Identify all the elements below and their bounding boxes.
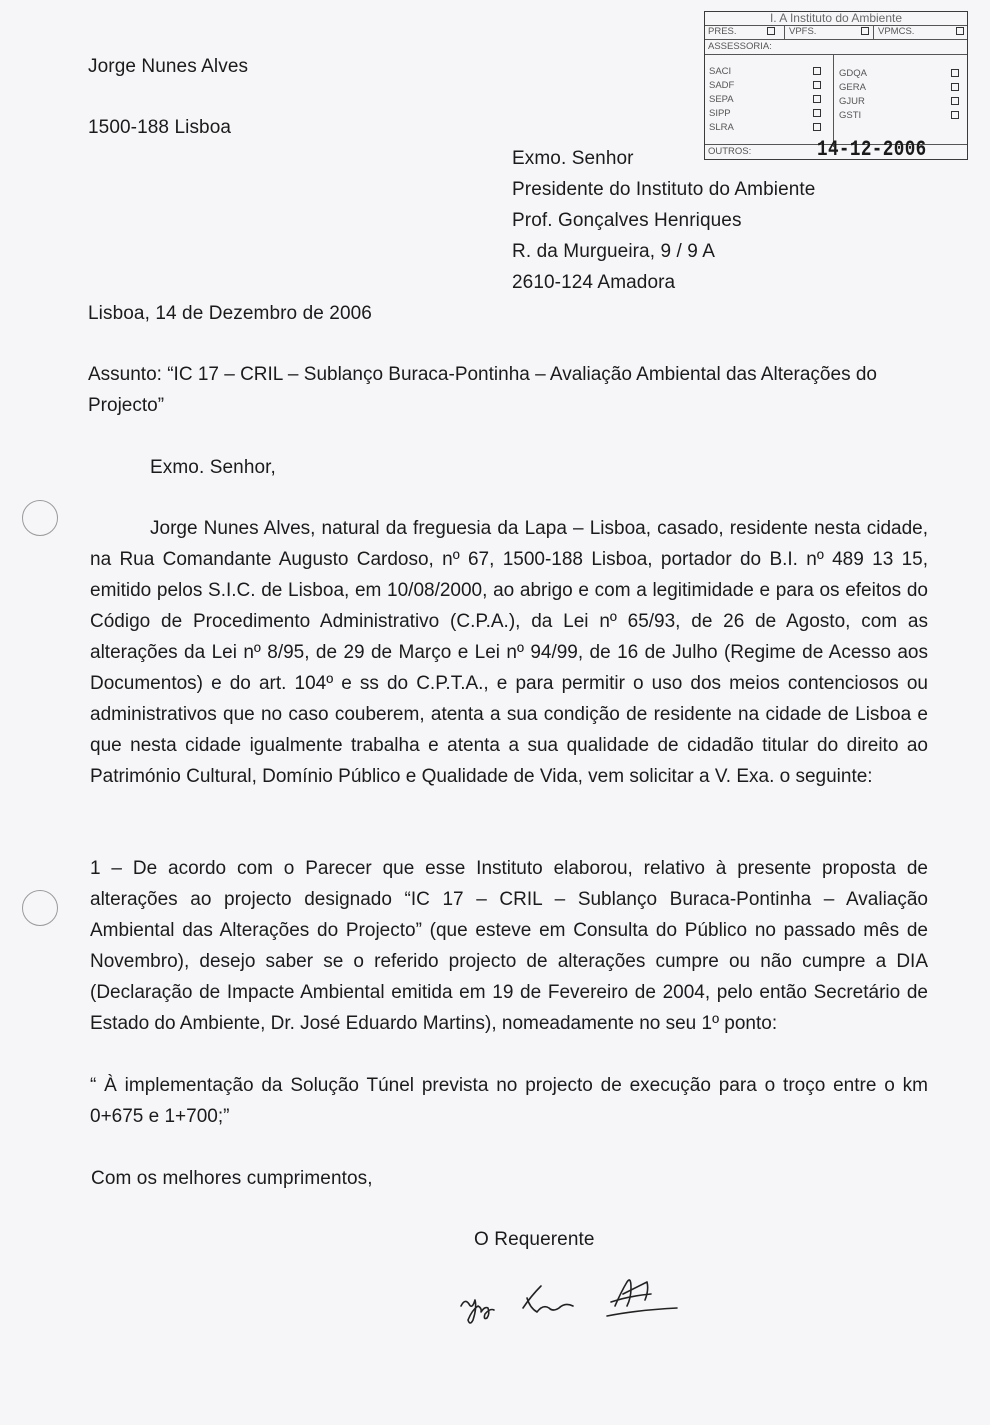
- stamp-unit: SACI: [709, 66, 732, 77]
- checkbox-icon: [861, 27, 869, 35]
- stamp-unit: GSTI: [839, 110, 862, 121]
- checkbox-icon: [813, 123, 821, 131]
- stamp-unit: GDQA: [839, 68, 867, 79]
- checkbox-icon: [813, 109, 821, 117]
- stamp-advisory-label: ASSESSORIA:: [708, 41, 772, 52]
- stamp-top-row: [705, 25, 967, 40]
- stamp-unit: SLRA: [709, 122, 734, 133]
- stamp-unit: GERA: [839, 82, 866, 93]
- stamp-date: 14-12-2006: [817, 137, 927, 162]
- punch-hole: [22, 500, 58, 536]
- checkbox-icon: [813, 67, 821, 75]
- reception-stamp: [704, 11, 968, 160]
- recipient-title: Presidente do Instituto do Ambiente: [512, 179, 816, 200]
- stamp-unit: GJUR: [839, 96, 865, 107]
- sender-postal: 1500-188 Lisboa: [88, 117, 232, 138]
- checkbox-icon: [813, 81, 821, 89]
- stamp-pres: PRES.: [708, 26, 737, 37]
- recipient-street: R. da Murgueira, 9 / 9 A: [512, 241, 716, 262]
- stamp-vpfs: VPFS.: [789, 26, 817, 37]
- checkbox-icon: [767, 27, 775, 35]
- stamp-left-checkboxes: [813, 65, 821, 135]
- stamp-right-checkboxes: [951, 67, 959, 123]
- recipient-salutation: Exmo. Senhor: [512, 148, 634, 169]
- sender-name: Jorge Nunes Alves: [88, 56, 249, 77]
- request-point-1: 1 – De acordo com o Parecer que esse Instituto elaborou, relativo à presente proposta de alterações ao projecto designado “IC 17 – CRIL – Sublanço Buraca-Pontinha – Avaliação Ambiental das Alterações do Projecto” (que esteve em Consulta do Público no passado mês de Novembro), desejo saber se o referido projecto de alterações cumpre ou não cumpre a DIA (Declaração de Impacte Ambiental emitida em 19 de Fevereiro de 2004, pelo então Secretário de Estado do Ambiente, Dr. José Eduardo Martins), nomeadamente no seu 1º ponto:: [90, 858, 928, 1034]
- stamp-right-units: [839, 67, 867, 123]
- dia-quote: “ À implementação da Solução Túnel prevista no projecto de execução para o troço entre o km 0+675 e 1+700;”: [90, 1075, 928, 1127]
- stamp-left-units: [709, 65, 734, 135]
- signatory-role: O Requerente: [474, 1229, 595, 1250]
- subject-line: Assunto: “IC 17 – CRIL – Sublanço Buraca-Pontinha – Avaliação Ambiental das Alterações do Projecto”: [88, 364, 877, 416]
- greeting: Exmo. Senhor,: [150, 457, 276, 478]
- checkbox-icon: [951, 69, 959, 77]
- closing: Com os melhores cumprimentos,: [91, 1168, 373, 1189]
- checkbox-icon: [951, 111, 959, 119]
- stamp-vpmcs: VPMCS.: [878, 26, 915, 37]
- signature: [455, 1272, 700, 1332]
- stamp-unit: SIPP: [709, 108, 731, 119]
- place-date: Lisboa, 14 de Dezembro de 2006: [88, 303, 372, 324]
- checkbox-icon: [951, 97, 959, 105]
- stamp-advisory-row: [705, 39, 967, 55]
- stamp-unit: SEPA: [709, 94, 734, 105]
- checkbox-icon: [951, 83, 959, 91]
- punch-hole: [22, 890, 58, 926]
- stamp-unit: SADF: [709, 80, 735, 91]
- stamp-others-label: OUTROS:: [708, 146, 752, 157]
- recipient-postal: 2610-124 Amadora: [512, 272, 676, 293]
- checkbox-icon: [956, 27, 964, 35]
- stamp-header: I. A Instituto do Ambiente: [705, 12, 967, 26]
- checkbox-icon: [813, 95, 821, 103]
- body-paragraph: Jorge Nunes Alves, natural da freguesia da Lapa – Lisboa, casado, residente nesta cidade, na Rua Comandante Augusto Cardoso, nº 67, 1500-188 Lisboa, portador do B.I. nº 489 13 15, emitido pelos S.I.C. de Lisboa, em 10/08/2000, ao abrigo e com a legitimidade e para os efeitos do Código de Procedimento Administrativo (C.P.A.), da Lei nº 65/93, de 26 de Agosto, com as alterações da Lei nº 8/95, de 29 de Março e Lei nº 94/99, de 16 de Julho (Regime de Acesso aos Documentos) e do art. 104º e ss do C.P.T.A., e para permitir o uso dos meios contenciosos ou administrativos que no caso couberem, atenta a sua condição de residente na cidade de Lisboa e que nesta cidade igualmente trabalha e atenta a sua qualidade de cidadão titular do direito ao Património Cultural, Domínio Público e Qualidade de Vida, vem solicitar a V. Exa. o seguinte:: [90, 518, 928, 787]
- recipient-name: Prof. Gonçalves Henriques: [512, 210, 742, 231]
